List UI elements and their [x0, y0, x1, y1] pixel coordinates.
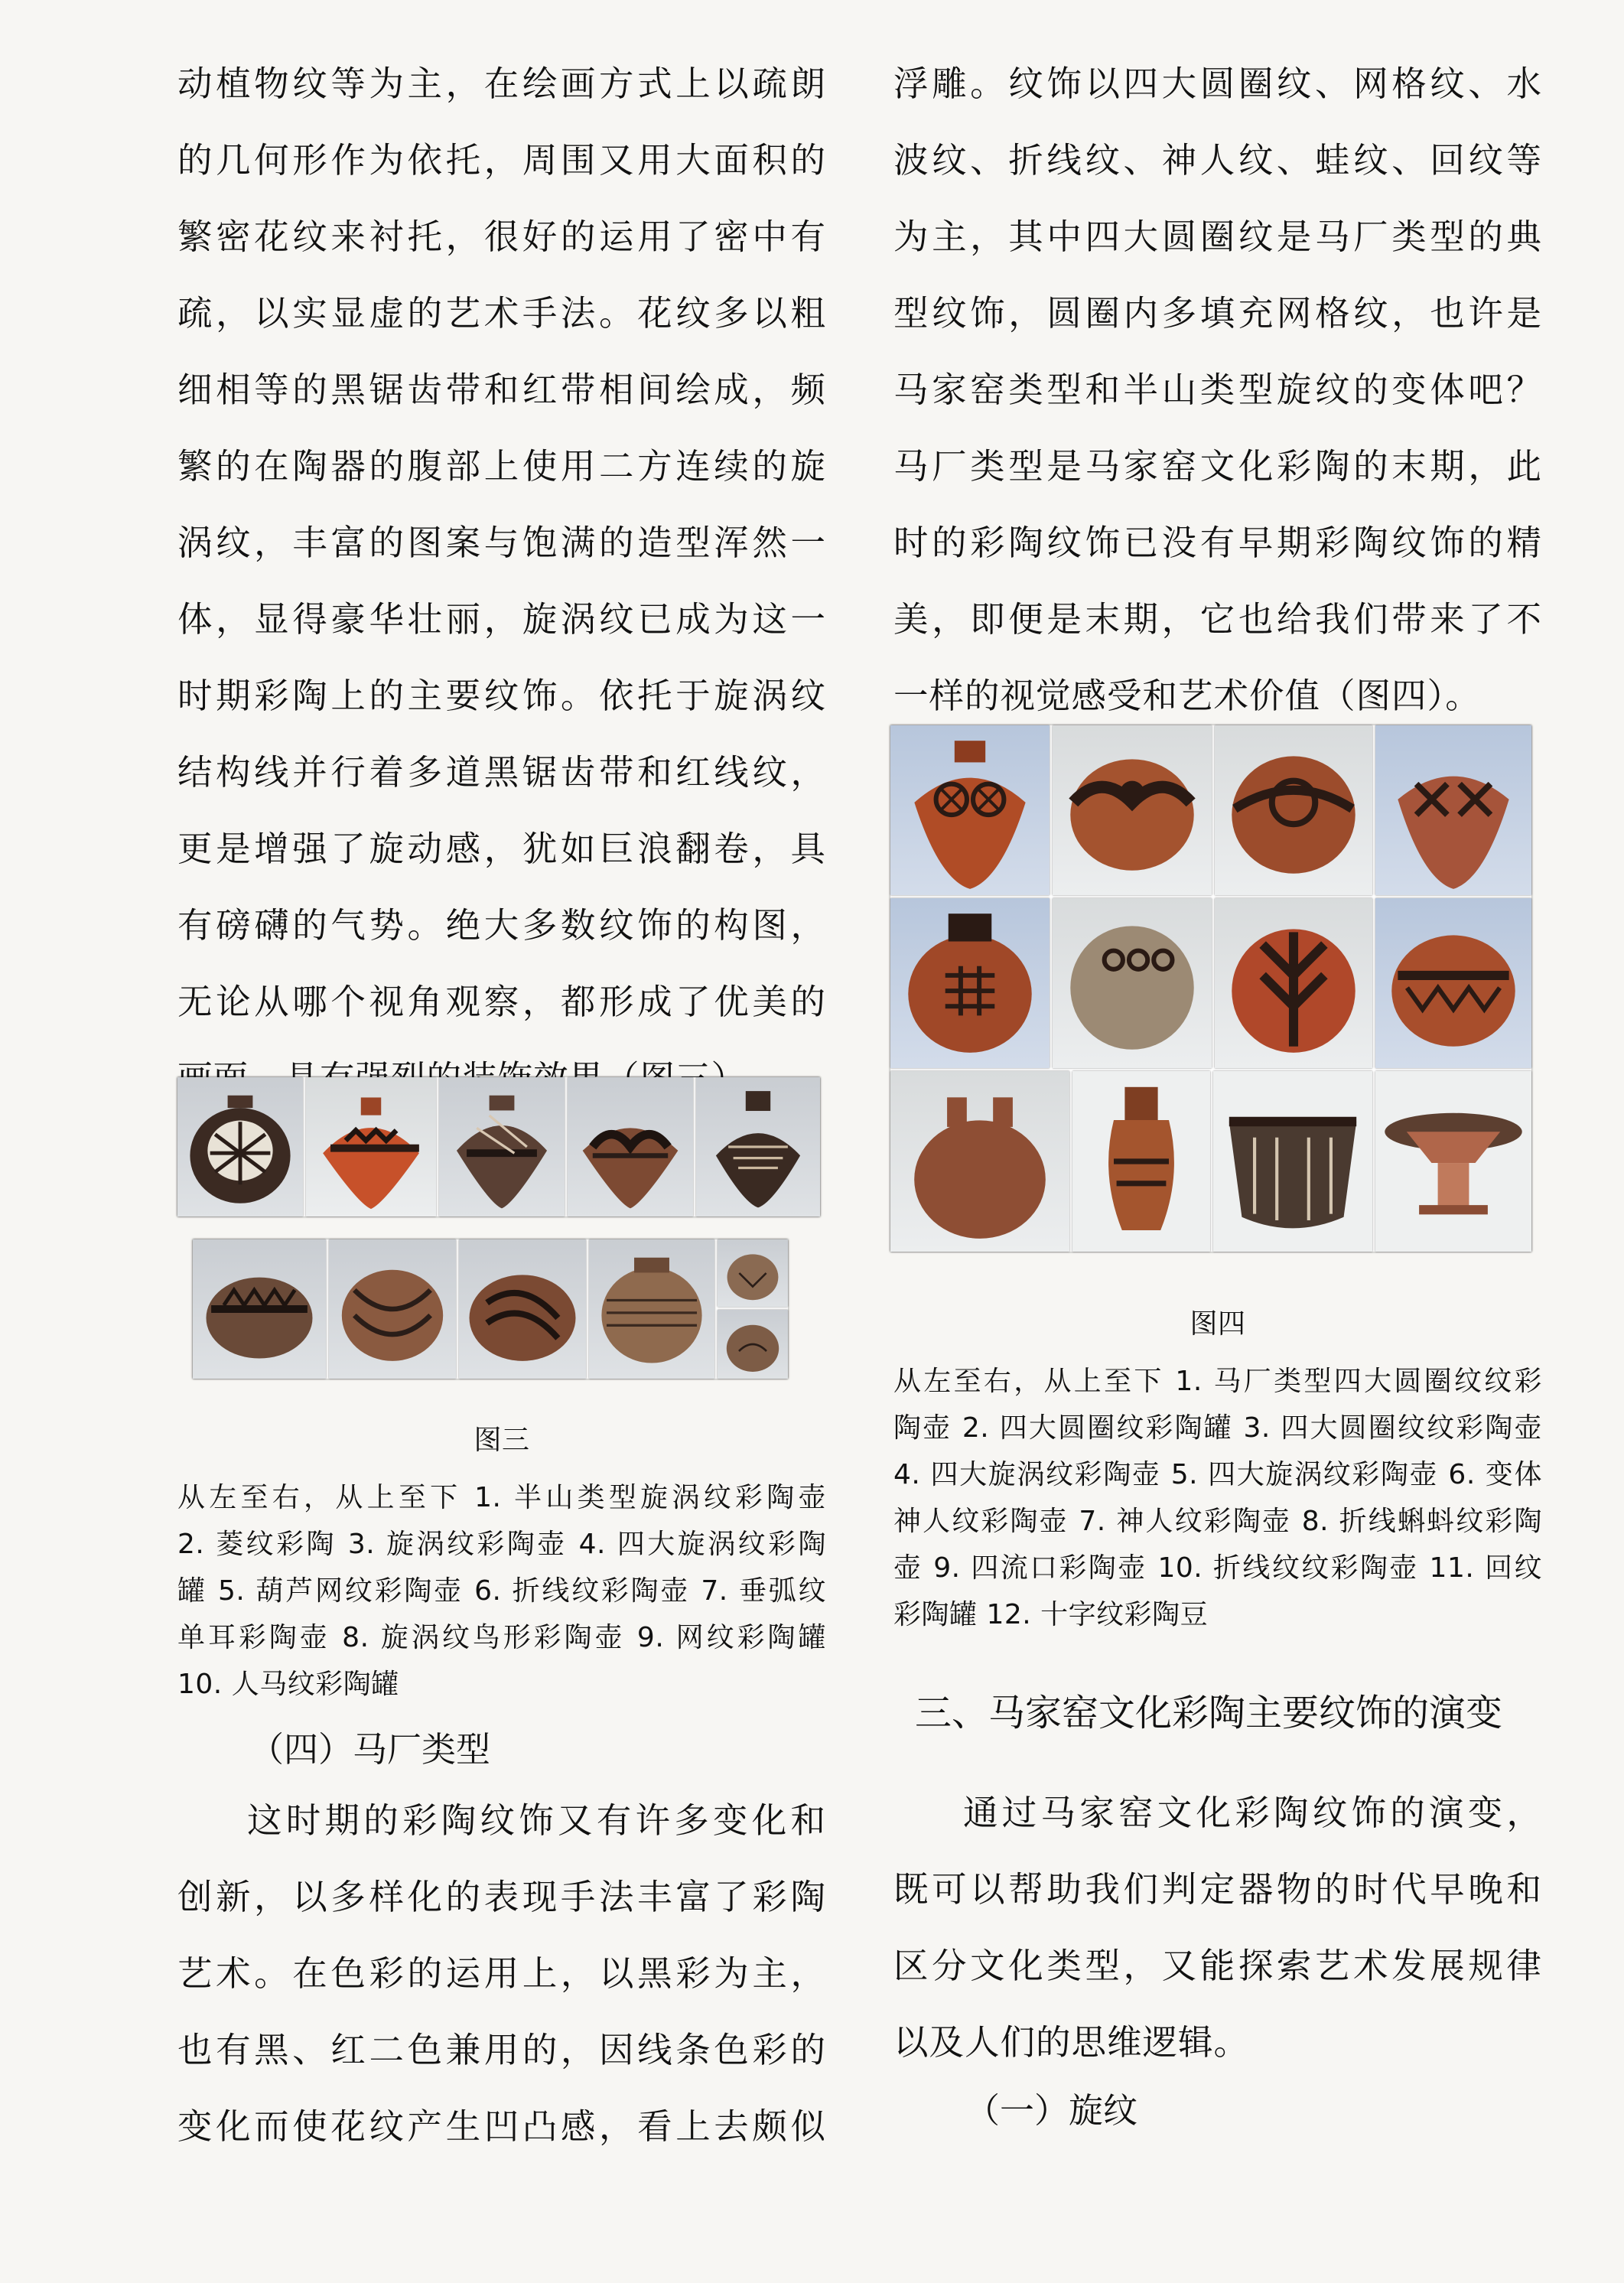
text-line: 无论从哪个视角观察，都形成了优美的: [177, 982, 826, 1022]
text-line: 繁的在陶器的腹部上使用二方连续的旋: [177, 446, 826, 487]
text-line: 艺术。在色彩的运用上，以黑彩为主，: [177, 1953, 826, 1994]
pottery-photo: [718, 1239, 788, 1307]
pottery-photo: [890, 1071, 1069, 1252]
caption-line: 单耳彩陶壶 8. 旋涡纹鸟形彩陶壶 9. 网纹彩陶罐: [177, 1622, 826, 1653]
text-line: 结构线并行着多道黑锯齿带和红线纹，: [177, 752, 826, 793]
text-line: 也有黑、红二色兼用的，因线条色彩的: [177, 2030, 826, 2070]
pottery-photo: [696, 1077, 820, 1216]
text-line: 的几何形作为依托，周围又用大面积的: [177, 140, 826, 181]
caption-line: 彩陶罐 12. 十字纹彩陶豆: [893, 1599, 1209, 1630]
pottery-photo: [568, 1077, 693, 1216]
pottery-photo: [718, 1310, 788, 1379]
text-line: 涡纹，丰富的图案与饱满的造型浑然一: [177, 523, 826, 563]
pottery-photo: [177, 1077, 303, 1216]
pottery-photo: [1072, 1071, 1210, 1252]
pottery-photo: [1375, 898, 1531, 1068]
figure-3-row-1: [177, 1077, 820, 1216]
figure-4-grid: [890, 725, 1531, 1252]
text-line: 浮雕。纹饰以四大圆圈纹、网格纹、水: [893, 64, 1542, 104]
text-line: 细相等的黑锯齿带和红带相间绘成，频: [177, 370, 826, 410]
text-line: 一样的视觉感受和艺术价值（图四）。: [893, 676, 1481, 716]
caption-line: 从左至右，从上至下 1. 半山类型旋涡纹彩陶壶: [177, 1482, 826, 1513]
caption-line: 罐 5. 葫芦网纹彩陶壶 6. 折线纹彩陶壶 7. 垂弧纹: [177, 1575, 826, 1607]
text-line: 为主，其中四大圆圈纹是马厂类型的典: [893, 217, 1542, 257]
figure-3-row-2: [193, 1239, 788, 1379]
pottery-photo: [890, 725, 1050, 895]
caption-line: 从左至右，从上至下 1. 马厂类型四大圆圈纹纹彩: [893, 1366, 1542, 1397]
text-line: 疏，以实显虚的艺术手法。花纹多以粗: [177, 293, 826, 334]
text-line: 既可以帮助我们判定器物的时代早晚和: [893, 1869, 1542, 1910]
figure-4-caption: [893, 1301, 1542, 1638]
pottery-photo: [439, 1077, 565, 1216]
text-line: 以及人们的思维逻辑。: [893, 2022, 1250, 2063]
pottery-photo: [1215, 898, 1372, 1068]
text-line: 波纹、折线纹、神人纹、蛙纹、回纹等: [893, 140, 1542, 181]
caption-line: 陶壶 2. 四大圆圈纹彩陶罐 3. 四大圆圈纹纹彩陶壶: [893, 1412, 1542, 1444]
text-line: 更是增强了旋动感，犹如巨浪翻卷，具: [177, 829, 826, 869]
left-paragraph-2: [177, 1783, 826, 2165]
text-line: 动植物纹等为主，在绘画方式上以疏朗: [177, 64, 826, 104]
caption-line: 神人纹彩陶壶 7. 神人纹彩陶壶 8. 折线蝌蚪纹彩陶: [893, 1506, 1542, 1537]
pottery-photo: [306, 1077, 436, 1216]
text-line: 型纹饰，圆圈内多填充网格纹，也许是: [893, 293, 1542, 334]
pottery-photo: [1215, 725, 1372, 895]
text-line: 通过马家窑文化彩陶纹饰的演变，: [963, 1793, 1542, 1833]
text-line: 变化而使花纹产生凹凸感，看上去颇似: [177, 2106, 826, 2147]
section-3-heading: 三、马家窑文化彩陶主要纹饰的演变: [915, 1692, 1503, 1734]
pottery-photo: [1053, 725, 1212, 895]
pottery-photo: [1375, 725, 1531, 895]
pottery-photo: [1053, 898, 1212, 1068]
text-line: 有磅礴的气势。绝大多数纹饰的构图，: [177, 905, 826, 946]
text-line: 美，即便是末期，它也给我们带来了不: [893, 599, 1542, 640]
pottery-photo: [1375, 1071, 1531, 1252]
right-paragraph-1: [893, 46, 1542, 734]
pottery-photo: [329, 1239, 456, 1379]
caption-line: 壶 9. 四流口彩陶壶 10. 折线纹纹彩陶壶 11. 回纹: [893, 1552, 1542, 1584]
text-line: 马家窑类型和半山类型旋纹的变体吧？: [893, 370, 1542, 410]
right-paragraph-2: [893, 1775, 1542, 2081]
text-line: 区分文化类型，又能探索艺术发展规律: [893, 1946, 1542, 1986]
pottery-photo: [589, 1239, 714, 1379]
figure-4-title: 图四: [1190, 1308, 1246, 1340]
figure-3-caption: [177, 1417, 826, 1708]
text-line: 马厂类型是马家窑文化彩陶的末期，此: [893, 446, 1542, 487]
left-column: [177, 46, 826, 1117]
subsection-1-title: （一）旋纹: [965, 2090, 1138, 2131]
text-line: 体，显得豪华壮丽，旋涡纹已成为这一: [177, 599, 826, 640]
text-line: 创新，以多样化的表现手法丰富了彩陶: [177, 1877, 826, 1917]
text-line: 这时期的彩陶纹饰又有许多变化和: [247, 1800, 826, 1841]
pottery-photo: [1213, 1071, 1372, 1252]
text-line: 时期彩陶上的主要纹饰。依托于旋涡纹: [177, 676, 826, 716]
left-paragraph-1: [177, 46, 826, 1117]
figure-3-title: 图三: [474, 1425, 530, 1456]
pottery-photo: [890, 898, 1050, 1068]
text-line: 时的彩陶纹饰已没有早期彩陶纹饰的精: [893, 523, 1542, 563]
text-line: 繁密花纹来衬托，很好的运用了密中有: [177, 217, 826, 257]
pottery-photo: [193, 1239, 326, 1379]
caption-line: 2. 菱纹彩陶 3. 旋涡纹彩陶壶 4. 四大旋涡纹彩陶: [177, 1529, 826, 1560]
pottery-photo: [459, 1239, 586, 1379]
caption-line: 10. 人马纹彩陶罐: [177, 1669, 399, 1700]
right-column: [893, 46, 1542, 734]
section-4-title: （四）马厂类型: [249, 1729, 491, 1770]
caption-line: 4. 四大旋涡纹彩陶壶 5. 四大旋涡纹彩陶壶 6. 变体: [893, 1459, 1542, 1490]
